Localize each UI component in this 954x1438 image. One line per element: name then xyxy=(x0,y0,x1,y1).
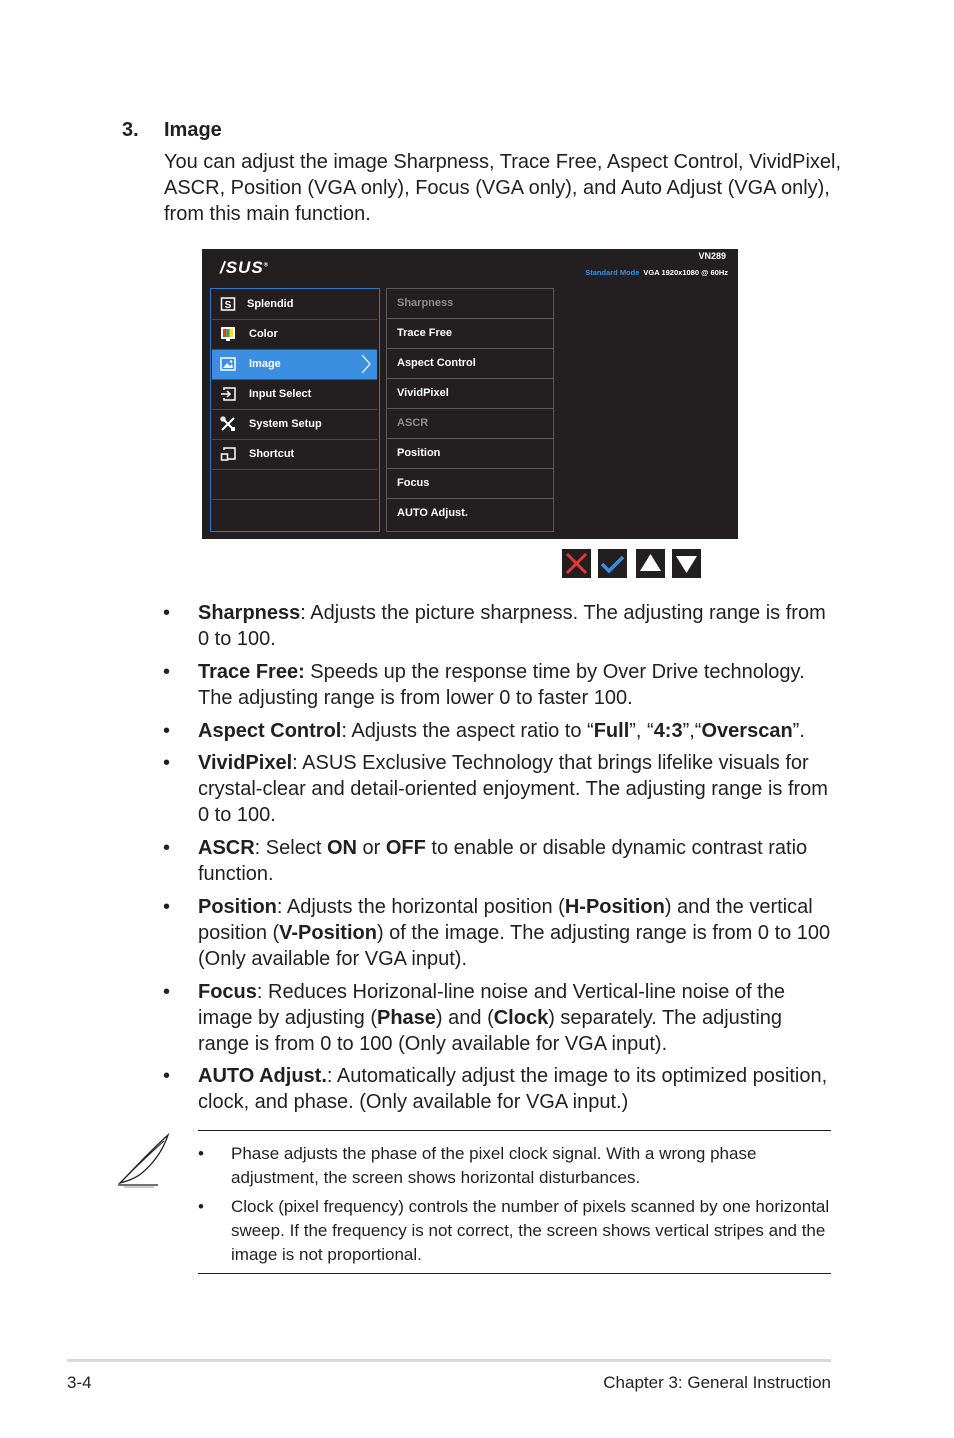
confirm-key[interactable] xyxy=(598,549,627,578)
note-bottom-rule xyxy=(198,1273,831,1274)
input-select-icon xyxy=(220,386,236,402)
menu-item-color[interactable] xyxy=(212,320,377,350)
page-number: 3-4 xyxy=(67,1373,92,1392)
osd-screen xyxy=(202,249,738,539)
model-name: VN289 xyxy=(698,251,726,261)
chevron-right-icon xyxy=(361,354,371,374)
menu-item-empty xyxy=(212,470,377,500)
section-intro: You can adjust the image Sharpness, Trace Free, Aspect Control, VividPixel, ASCR, Position (VGA only), Focus (VGA only), and Auto Adjust (VGA only), from this main function. xyxy=(164,151,842,225)
menu-item-system-setup[interactable] xyxy=(212,410,377,440)
submenu-item-focus[interactable]: Focus xyxy=(387,469,553,499)
menu-item-input-select[interactable] xyxy=(212,380,377,410)
check-icon xyxy=(598,549,627,578)
submenu-item-sharpness[interactable]: Sharpness xyxy=(387,289,553,319)
splendid-s-icon xyxy=(220,296,236,312)
shortcut-icon xyxy=(220,446,236,462)
submenu-item-trace-free[interactable]: Trace Free xyxy=(387,319,553,349)
arrow-down-icon xyxy=(672,549,701,578)
image-icon xyxy=(220,356,236,372)
color-icon xyxy=(220,326,236,342)
asus-logo: /SUS® xyxy=(220,258,270,277)
osd-main-menu xyxy=(210,288,380,532)
menu-item-shortcut[interactable] xyxy=(212,440,377,470)
menu-label: Input Select xyxy=(249,388,312,400)
up-key[interactable] xyxy=(636,549,665,578)
down-key[interactable] xyxy=(672,549,701,578)
mode-info: Standard Mode VGA 1920x1080 @ 60Hz xyxy=(585,268,728,277)
menu-label: Image xyxy=(249,358,281,370)
chapter-title: Chapter 3: General Instruction xyxy=(603,1373,831,1392)
menu-label: Splendid xyxy=(247,298,294,310)
submenu-item-vividpixel[interactable]: VividPixel xyxy=(387,379,553,409)
arrow-up-icon xyxy=(636,549,665,578)
section-title: Image xyxy=(164,119,222,141)
submenu-item-auto-adjust[interactable]: AUTO Adjust. xyxy=(397,507,468,519)
menu-label: System Setup xyxy=(249,418,322,430)
submenu-item-ascr[interactable]: ASCR xyxy=(387,409,553,439)
system-setup-icon xyxy=(220,416,236,432)
osd-sub-menu xyxy=(386,288,554,532)
menu-label: Color xyxy=(249,328,278,340)
note-top-rule xyxy=(198,1130,831,1131)
menu-item-splendid[interactable] xyxy=(212,290,377,320)
section-number: 3. xyxy=(122,119,139,141)
submenu-item-aspect-control[interactable]: Aspect Control xyxy=(387,349,553,379)
footer-rule xyxy=(67,1359,831,1362)
menu-item-image[interactable] xyxy=(212,350,377,380)
note-feather-icon xyxy=(114,1131,172,1189)
menu-label: Shortcut xyxy=(249,448,295,460)
close-icon xyxy=(562,549,591,578)
close-key[interactable] xyxy=(562,549,591,578)
svg-text:S: S xyxy=(224,300,232,311)
submenu-item-position[interactable]: Position xyxy=(387,439,553,469)
